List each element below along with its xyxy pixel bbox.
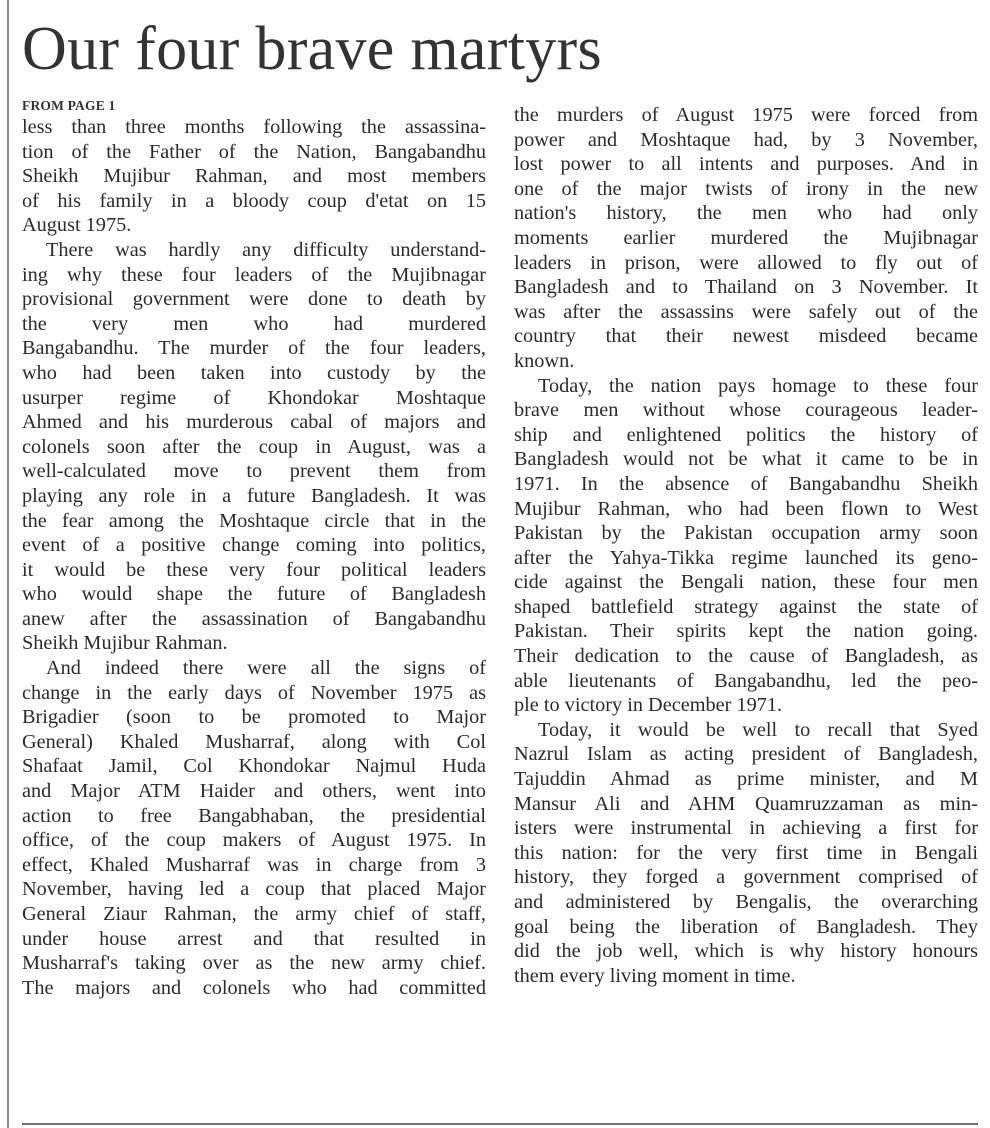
text-line: Today, the nation pays homage to these four <box>538 374 978 397</box>
text-line: Mujibur Rahman, who had been flown to West <box>514 497 978 520</box>
text-line: Musharraf's taking over as the new army chief. <box>22 952 486 975</box>
text-line: less than three months following the assassina- <box>22 116 486 138</box>
text-line: Bangladesh and to Thailand on 3 November. It <box>514 276 978 299</box>
text-line: General) Khaled Musharraf, along with Col <box>22 730 486 753</box>
text-line: and administered by Bengalis, the overarching <box>514 891 978 913</box>
text-line: did the job well, which is why history honours <box>514 940 978 963</box>
text-line: Their dedication to the cause of Bangladesh, as <box>514 645 978 668</box>
continuation-kicker: FROM PAGE 1 <box>22 98 116 113</box>
text-line: after the Yahya-Tikka regime launched its geno- <box>514 546 978 569</box>
text-line: There was hardly any difficulty understand- <box>46 238 486 261</box>
text-line: Pakistan. Their spirits kept the nation going. <box>514 620 978 643</box>
article-headline: Our four brave martyrs <box>22 15 602 83</box>
paragraph-1 <box>22 115 486 238</box>
text-line: November, having led a coup that placed Major <box>22 878 486 901</box>
paragraph-6 <box>514 718 978 989</box>
text-line: Sheikh Mujibur Rahman. <box>22 632 228 655</box>
text-line: General Ziaur Rahman, the army chief of staff, <box>22 903 486 925</box>
text-line: usurper regime of Khondokar Moshtaque <box>22 386 486 409</box>
paragraph-2 <box>22 238 486 656</box>
text-line: And indeed there were all the signs of <box>46 657 486 680</box>
text-line: under house arrest and that resulted in <box>22 927 486 950</box>
text-line: nation's history, the men who had only <box>514 202 978 225</box>
text-line: action to free Bangabhaban, the presidential <box>22 804 486 827</box>
left-column <box>22 98 486 1000</box>
text-line: and Major ATM Haider and others, went into <box>22 780 486 803</box>
text-line: ing why these four leaders of the Mujibnagar <box>22 263 486 286</box>
text-line: them every living moment in time. <box>514 964 796 987</box>
text-line: the fear among the Moshtaque circle that in the <box>22 509 486 532</box>
text-line: provisional government were done to death by <box>22 288 486 311</box>
text-line: brave men without whose courageous leader- <box>514 399 978 422</box>
text-line: colonels soon after the coup in August, was a <box>22 435 486 458</box>
text-line: goal being the liberation of Bangladesh. They <box>514 915 978 938</box>
text-line: Pakistan by the Pakistan occupation army soon <box>514 522 978 545</box>
text-line: this nation: for the very first time in Bengali <box>514 841 978 864</box>
text-line: effect, Khaled Musharraf was in charge from 3 <box>22 853 486 876</box>
text-line: August 1975. <box>22 214 132 237</box>
text-line: who would shape the future of Bangladesh <box>22 583 486 606</box>
paragraph-5 <box>514 374 978 718</box>
text-line: Ahmed and his murderous cabal of majors and <box>22 411 486 434</box>
text-line: office, of the coup makers of August 1975. In <box>22 829 486 852</box>
text-line: was after the assassins were safely out of the <box>514 300 978 323</box>
bottom-rule <box>22 1123 978 1125</box>
text-line: shaped battlefield strategy against the state of <box>514 595 978 618</box>
text-line: Bangabandhu. The murder of the four leaders, <box>22 337 486 360</box>
text-line: known. <box>514 349 575 372</box>
text-line: isters were instrumental in achieving a first for <box>514 817 978 840</box>
text-line: of his family in a bloody coup d'etat on 15 <box>22 189 486 212</box>
text-line: Sheikh Mujibur Rahman, and most members <box>22 165 486 188</box>
text-line: who had been taken into custody by the <box>22 361 486 384</box>
text-line: lost power to all intents and purposes. And in <box>514 153 978 176</box>
left-border-rule <box>7 0 9 1128</box>
text-line: Today, it would be well to recall that Syed <box>538 718 978 741</box>
text-line: it would be these very four political leaders <box>22 558 486 581</box>
text-line: Shafaat Jamil, Col Khondokar Najmul Huda <box>22 755 486 778</box>
text-line: The majors and colonels who had committed <box>22 976 486 999</box>
text-line: history, they forged a government comprised of <box>514 866 978 889</box>
text-line: power and Moshtaque had, by 3 November, <box>514 128 978 151</box>
text-line: the murders of August 1975 were forced from <box>514 104 978 126</box>
text-line: change in the early days of November 1975 as <box>22 681 486 704</box>
right-column <box>514 103 978 988</box>
text-line: cide against the Bengali nation, these four men <box>514 571 978 594</box>
text-line: country that their newest misdeed became <box>514 325 978 348</box>
paragraph-4 <box>514 103 978 374</box>
paragraph-3 <box>22 656 486 1000</box>
text-line: tion of the Father of the Nation, Bangabandhu <box>22 140 486 163</box>
text-line: ship and enlightened politics the history of <box>514 423 978 446</box>
text-line: ple to victory in December 1971. <box>514 694 783 717</box>
text-line: 1971. In the absence of Bangabandhu Sheikh <box>514 472 978 495</box>
text-line: one of the major twists of irony in the new <box>514 177 978 200</box>
text-line: able lieutenants of Bangabandhu, led the peo- <box>514 669 978 692</box>
text-line: leaders in prison, were allowed to fly out of <box>514 251 978 274</box>
text-line: moments earlier murdered the Mujibnagar <box>514 226 978 249</box>
text-line: the very men who had murdered <box>22 312 486 335</box>
text-line: event of a positive change coming into politics, <box>22 534 486 557</box>
text-line: anew after the assassination of Bangabandhu <box>22 607 486 630</box>
text-line: Brigadier (soon to be promoted to Major <box>22 706 486 729</box>
text-line: Tajuddin Ahmad as prime minister, and M <box>514 768 978 791</box>
text-line: playing any role in a future Bangladesh. It was <box>22 484 486 507</box>
text-line: well-calculated move to prevent them from <box>22 460 486 483</box>
text-line: Nazrul Islam as acting president of Bangladesh, <box>514 743 978 766</box>
text-line: Bangladesh would not be what it came to be in <box>514 448 978 471</box>
text-line: Mansur Ali and AHM Quamruzzaman as min- <box>514 792 978 815</box>
